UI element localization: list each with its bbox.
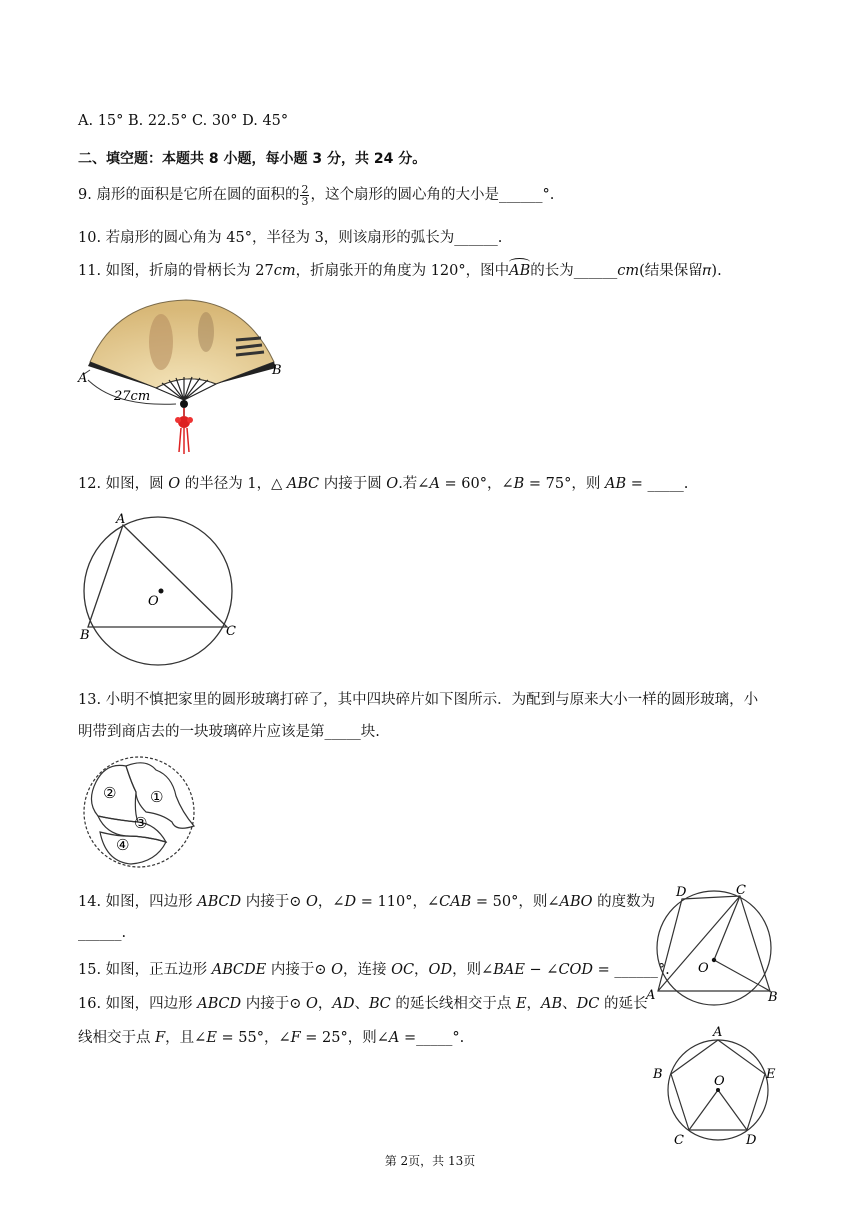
question-9: 9. 扇形的面积是它所在圆的面积的 $\frac{2}{3}$ ，这个扇形的圆心角的大小是______°. bbox=[78, 182, 555, 208]
label-b: B bbox=[80, 628, 90, 643]
question-12: 12. 如图，圆 𝑂 的半径为 1，△ 𝐴𝐵𝐶 内接于圆 𝑂.若∠𝐴 = 60°，∠𝐵 = 75°，则 𝐴𝐵 = _____. bbox=[78, 476, 689, 492]
q8-options: A. 15° B. 22.5° C. 30° D. 45° bbox=[78, 113, 289, 129]
page-footer: 第 2页，共 13页 bbox=[384, 1154, 476, 1168]
question-10: 10. 若扇形的圆心角为 45°，半径为 3，则该扇形的弧长为______. bbox=[78, 230, 503, 246]
arc-ab: 𝐴𝐵 bbox=[509, 263, 531, 279]
label-e: E bbox=[766, 1067, 776, 1082]
label-c: C bbox=[674, 1133, 684, 1148]
label-d: D bbox=[676, 885, 687, 900]
question-16-line1: 16. 如图，四边形 𝐴𝐵𝐶𝐷 内接于⊙ 𝑂，𝐴𝐷、𝐵𝐶 的延长线相交于点 𝐸，𝐴𝐵、𝐷𝐶 的延长 bbox=[78, 996, 648, 1012]
label-c: C bbox=[736, 884, 746, 898]
label-o: O bbox=[148, 594, 159, 609]
fan-label-a: A bbox=[78, 371, 88, 386]
label-o: O bbox=[714, 1074, 725, 1089]
piece-3: ③ bbox=[134, 814, 148, 832]
label-o: O bbox=[698, 961, 709, 976]
fan-label-b: B bbox=[272, 363, 282, 378]
fan-figure bbox=[76, 292, 286, 462]
question-13-line1: 13. 小明不慎把家里的圆形玻璃打碎了，其中四块碎片如下图所示．为配到与原来大小一样的圆形玻璃，小 bbox=[78, 692, 759, 708]
label-d: D bbox=[746, 1133, 757, 1148]
question-15: 15. 如图，正五边形 𝐴𝐵𝐶𝐷𝐸 内接于⊙ 𝑂，连接 𝑂𝐶，𝑂𝐷，则∠𝐵𝐴𝐸 − ∠𝐶𝑂𝐷 = ______°. bbox=[78, 962, 670, 978]
piece-4: ④ bbox=[116, 836, 130, 854]
piece-2: ② bbox=[103, 784, 117, 802]
quadrilateral-figure bbox=[644, 884, 784, 1014]
label-c: C bbox=[226, 624, 236, 639]
piece-1: ① bbox=[150, 788, 164, 806]
question-14-line1: 14. 如图，四边形 𝐴𝐵𝐶𝐷 内接于⊙ 𝑂，∠𝐷 = 110°，∠𝐶𝐴𝐵 = 50°，则∠𝐴𝐵𝑂 的度数为 bbox=[78, 894, 656, 910]
label-a: A bbox=[646, 988, 656, 1003]
question-14-line2: ______. bbox=[78, 925, 127, 941]
label-b: B bbox=[768, 990, 778, 1005]
circle-triangle-figure bbox=[76, 508, 246, 668]
label-a: A bbox=[713, 1025, 723, 1040]
fraction: $\frac{2}{3}$ bbox=[301, 182, 309, 208]
question-11: 11. 如图，折扇的骨柄长为 27𝑐𝑚，折扇张开的角度为 120°，图中𝐴𝐵的长为______𝑐𝑚(结果保留𝜋). bbox=[78, 263, 722, 279]
question-13-line2: 明带到商店去的一块玻璃碎片应该是第_____块. bbox=[78, 724, 380, 740]
label-a: A bbox=[116, 512, 126, 527]
question-16-line2: 线相交于点 𝐹，且∠𝐸 = 55°，∠𝐹 = 25°，则∠𝐴 =_____°. bbox=[78, 1030, 465, 1046]
label-b: B bbox=[653, 1067, 663, 1082]
pentagon-figure bbox=[646, 1023, 786, 1151]
section-title: 二、填空题：本题共 8 小题，每小题 3 分，共 24 分。 bbox=[78, 151, 427, 167]
broken-glass-figure bbox=[76, 752, 206, 872]
fan-label-length: 27cm bbox=[114, 389, 151, 404]
